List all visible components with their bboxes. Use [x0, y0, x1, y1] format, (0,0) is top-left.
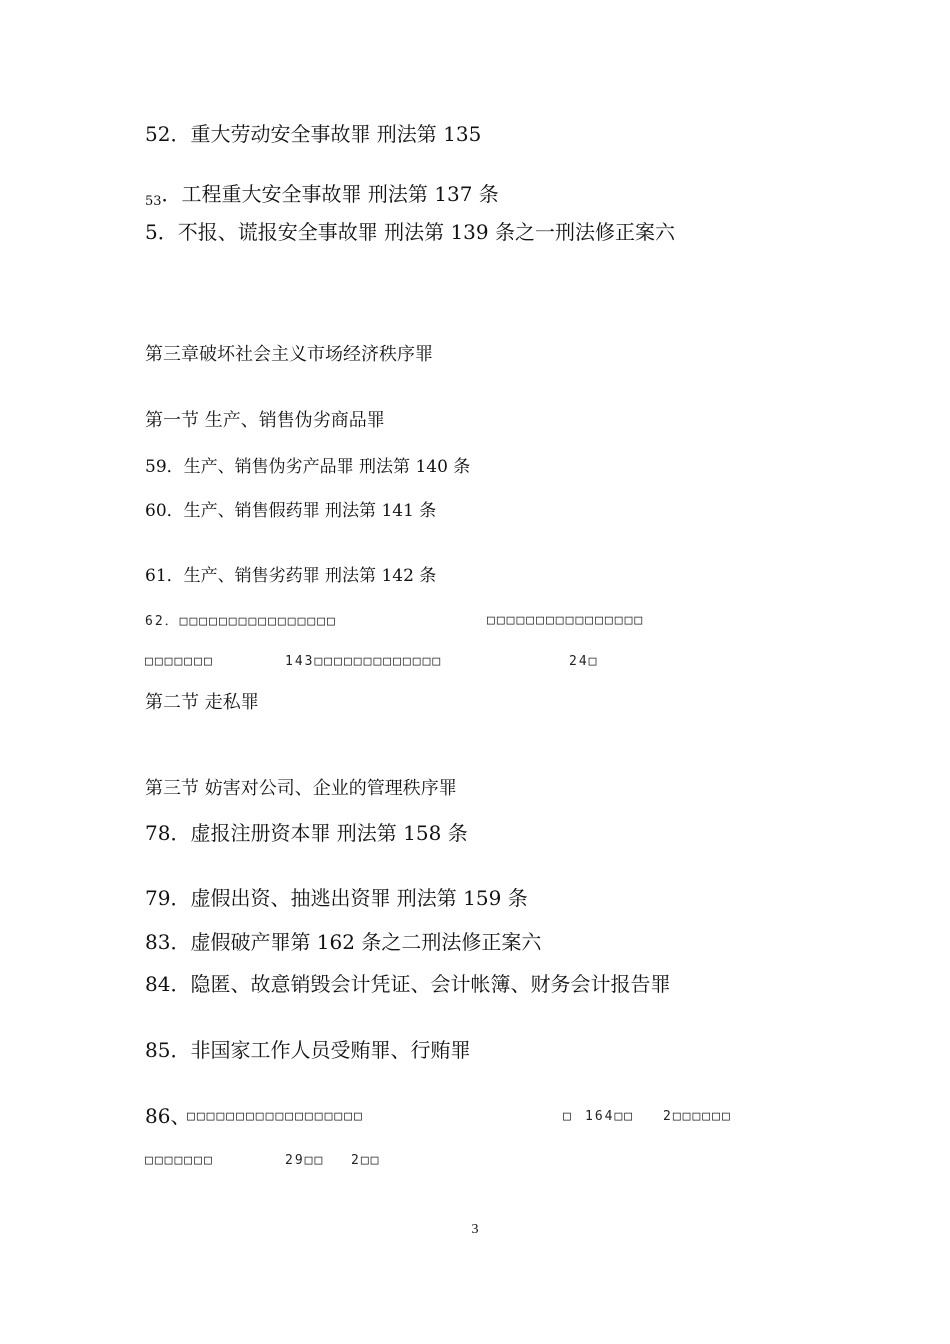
item-53-text: ．工程重大安全事故罪 刑法第 137 条 [161, 182, 499, 206]
section-3-heading: 第三节 妨害对公司、企业的管理秩序罪 [145, 778, 457, 799]
item-86-cont-b: 29□□ [285, 1153, 325, 1168]
chapter-heading: 第三章破坏社会主义市场经济秩序罪 [145, 344, 433, 365]
item-86-text-c: 164□□ [585, 1109, 635, 1124]
item-62-cont-c: 24□ [569, 654, 599, 669]
item-62-cont-a: □□□□□□□ [145, 654, 214, 669]
item-5: 5．不报、谎报安全事故罪 刑法第 139 条之一刑法修正案六 [145, 220, 675, 244]
item-86-continued [145, 1154, 845, 1174]
item-85: 85．非国家工作人员受贿罪、行贿罪 [145, 1038, 471, 1062]
item-86-cont-a: □□□□□□□ [145, 1153, 214, 1168]
item-78: 78．虚报注册资本罪 刑法第 158 条 [145, 821, 468, 845]
item-86-number: 86、 [145, 1104, 191, 1128]
item-86-text-b: □ [563, 1109, 573, 1124]
section-1-heading: 第一节 生产、销售伪劣商品罪 [145, 410, 385, 431]
item-53-number: 53 [145, 194, 162, 209]
item-52: 52．重大劳动安全事故罪 刑法第 135 [145, 122, 482, 146]
section-2-heading: 第二节 走私罪 [145, 692, 259, 713]
item-86 [145, 1106, 845, 1128]
item-86-text-d: 2□□□□□□ [663, 1109, 732, 1124]
item-62-text-b: □□□□□□□□□□□□□□□□ [487, 613, 645, 628]
item-62-cont-b: 143□□□□□□□□□□□□□ [285, 654, 443, 669]
item-61: 61．生产、销售劣药罪 刑法第 142 条 [145, 566, 437, 586]
item-60: 60．生产、销售假药罪 刑法第 141 条 [145, 501, 437, 521]
item-86-cont-c: 2□□ [351, 1153, 381, 1168]
item-79: 79．虚假出资、抽逃出资罪 刑法第 159 条 [145, 886, 528, 910]
item-84: 84．隐匿、故意销毁会计凭证、会计帐簿、财务会计报告罪 [145, 972, 671, 996]
item-83: 83．虚假破产罪第 162 条之二刑法修正案六 [145, 930, 542, 954]
item-62 [145, 612, 845, 632]
item-59: 59．生产、销售伪劣产品罪 刑法第 140 条 [145, 457, 471, 477]
page-number: 3 [471, 1222, 479, 1237]
item-86-text-a: □□□□□□□□□□□□□□□□□□ [187, 1109, 364, 1124]
item-53 [145, 184, 499, 208]
item-62-continued [145, 655, 845, 675]
item-62-number [145, 612, 337, 629]
item-62-text-a: 62．□□□□□□□□□□□□□□□□ [145, 614, 337, 629]
